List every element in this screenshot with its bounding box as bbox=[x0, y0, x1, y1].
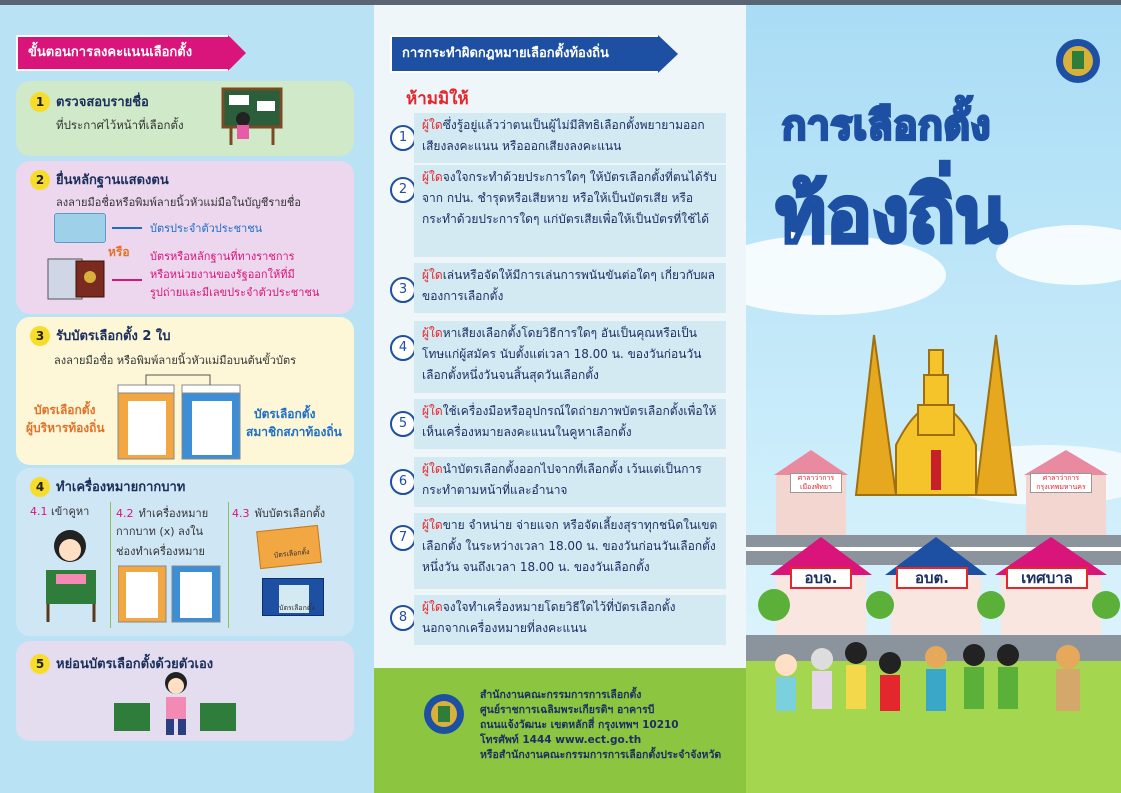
cover-panel bbox=[746, 5, 1121, 793]
contact-footer bbox=[374, 668, 746, 793]
rule-1-who: ผู้ใด bbox=[422, 118, 443, 132]
rule-8-number: 8 bbox=[390, 605, 416, 631]
sao-label: อบต. bbox=[896, 567, 968, 589]
rule-8-who: ผู้ใด bbox=[422, 600, 443, 614]
rule-8-text: จงใจทำเครื่องหมายโดยวิธีใดไว้ที่บัตรเลือกตั้งนอกจากเครื่องหมายที่ลงคะแนน bbox=[422, 600, 676, 635]
rule-1 bbox=[414, 113, 726, 163]
rule-3-who: ผู้ใด bbox=[422, 268, 443, 282]
rule-4-who: ผู้ใด bbox=[422, 326, 443, 340]
rule-2-text: จงใจกระทำด้วยประการใดๆ ให้บัตรเลือกตั้งที่ตนได้รับจาก กปน. ชำรุดหรือเสียหาย หรือให้เป็นบัตรเสีย หรือกระทำด้วยประการใดๆ แก่บัตรเสียเพื่อให้เป็นบัตรที่ใช้ได้ bbox=[422, 170, 717, 226]
alt-doc-line-1: บัตรหรือหลักฐานที่ทางราชการ bbox=[150, 250, 295, 263]
step-5-number: 5 bbox=[30, 654, 50, 674]
rule-6-text: นำบัตรเลือกตั้งออกไปจากที่เลือกตั้ง เว้นแต่เป็นการกระทำตามหน้าที่และอำนาจ bbox=[422, 462, 702, 497]
rule-4 bbox=[414, 321, 726, 393]
cover-title-line-1: การเลือกตั้ง bbox=[782, 103, 992, 149]
ballot-illustration bbox=[116, 373, 246, 461]
id-card-arrow bbox=[112, 227, 142, 229]
ect-logo-footer bbox=[422, 692, 466, 744]
left-panel bbox=[0, 5, 374, 793]
local-council-ballot-label-2: สมาชิกสภาท้องถิ่น bbox=[246, 425, 342, 439]
rule-6-who: ผู้ใด bbox=[422, 462, 443, 476]
ballot-box-illustration bbox=[112, 669, 242, 739]
rule-3-text: เล่นหรือจัดให้มีการเล่นการพนันขันต่อใดๆ เกี่ยวกับผลของการเลือกตั้ง bbox=[422, 268, 716, 303]
rule-6 bbox=[414, 457, 726, 507]
step-3-number: 3 bbox=[30, 326, 50, 346]
rule-3-number: 3 bbox=[390, 277, 416, 303]
step-2-title: ยื่นหลักฐานแสดงตน bbox=[56, 173, 169, 188]
footer-line-5: หรือสำนักงานคณะกรรมการการเลือกตั้งประจำจังหวัด bbox=[480, 749, 722, 761]
rule-7-text: ขาย จำหน่าย จ่ายแจก หรือจัดเลี้ยงสุราทุกชนิดในเขตเลือกตั้ง ในระหว่างเวลา 18.00 น. ของวันก่อนวันเลือกตั้งหนึ่งวัน จนถึงเวลา 18.00 น. ของวันเลือกตั้ง bbox=[422, 518, 718, 574]
noticeboard-illustration bbox=[221, 87, 283, 147]
step-5-card bbox=[16, 641, 354, 741]
id-card-label: บัตรประจำตัวประชาชน bbox=[150, 222, 263, 235]
passport-icon bbox=[46, 257, 108, 301]
step-4-1-text: เข้าคูหา bbox=[51, 505, 90, 518]
step-4-3-text: พับบัตรเลือกตั้ง bbox=[254, 507, 326, 520]
local-exec-ballot-label-2: ผู้บริหารท้องถิ่น bbox=[26, 421, 105, 435]
rule-7 bbox=[414, 513, 726, 589]
cover-title-line-2: ท้องถิ่น bbox=[776, 170, 1007, 259]
rule-1-number: 1 bbox=[390, 125, 416, 151]
rule-7-who: ผู้ใด bbox=[422, 518, 443, 532]
step-5-title: หย่อนบัตรเลือกตั้งด้วยตัวเอง bbox=[56, 657, 214, 672]
id-card-icon bbox=[54, 213, 106, 243]
folded-ballot-orange-label: บัตรเลือกตั้ง bbox=[273, 547, 310, 560]
step-2-card bbox=[16, 161, 354, 314]
steps-banner-label: ขั้นตอนการลงคะแนนเลือกตั้ง bbox=[16, 35, 230, 71]
rule-2-who: ผู้ใด bbox=[422, 170, 443, 184]
step-3-title: รับบัตรเลือกตั้ง 2 ใบ bbox=[56, 329, 171, 344]
ect-logo bbox=[1052, 35, 1104, 91]
local-council-ballot-label-1: บัตรเลือกตั้ง bbox=[254, 407, 316, 421]
municipality-label: เทศบาล bbox=[1006, 567, 1088, 589]
pattaya-city-hall-sign: ศาลาว่าการ เมืองพัทยา bbox=[790, 473, 842, 493]
pao-label: อบจ. bbox=[790, 567, 852, 589]
step-4-title: ทำเครื่องหมายกากบาท bbox=[56, 480, 186, 495]
folded-ballot-orange bbox=[256, 525, 322, 569]
step-3-card bbox=[16, 317, 354, 465]
steps-banner bbox=[16, 35, 248, 71]
footer-line-4: โทรศัพท์ 1444 www.ect.go.th bbox=[480, 734, 642, 746]
violations-banner bbox=[390, 35, 680, 73]
alt-doc-line-3: รูปถ่ายและมีเลขประจำตัวประชาชน bbox=[150, 286, 320, 299]
step-4-2-text-1: ทำเครื่องหมาย bbox=[138, 507, 209, 520]
forbid-heading: ห้ามมิให้ bbox=[406, 89, 469, 109]
step-4-1-number: 4.1 bbox=[30, 505, 48, 518]
alt-doc-arrow bbox=[112, 279, 142, 281]
marked-ballots-illustration bbox=[118, 564, 222, 624]
rule-5-text: ใช้เครื่องมือหรืออุปกรณ์ใดถ่ายภาพบัตรเลือกตั้งเพื่อให้เห็นเครื่องหมายลงคะแนนในคูหาเลือกตั้ง bbox=[422, 404, 717, 439]
step-4-2-number: 4.2 bbox=[116, 507, 134, 520]
step-1-text: ที่ประกาศไว้หน้าที่เลือกตั้ง bbox=[56, 118, 184, 132]
middle-panel bbox=[374, 5, 746, 668]
or-label: หรือ bbox=[108, 245, 130, 259]
rule-3 bbox=[414, 263, 726, 313]
footer-line-2: ศูนย์ราชการเฉลิมพระเกียรติฯ อาคารบี bbox=[480, 704, 655, 716]
step-1-card bbox=[16, 81, 354, 156]
step-4-divider-1 bbox=[110, 502, 111, 628]
step-4-2-text-3: ช่องทำเครื่องหมาย bbox=[116, 545, 205, 558]
alt-doc-line-2: หรือหน่วยงานของรัฐออกให้ที่มี bbox=[150, 268, 295, 281]
rule-5-who: ผู้ใด bbox=[422, 404, 443, 418]
bangkok-city-hall-sign: ศาลาว่าการ กรุงเทพมหานคร bbox=[1030, 473, 1092, 493]
rule-7-number: 7 bbox=[390, 525, 416, 551]
footer-line-3: ถนนแจ้งวัฒนะ เขตหลักสี่ กรุงเทพฯ 10210 bbox=[480, 719, 679, 731]
rule-2 bbox=[414, 165, 726, 257]
step-1-title: ตรวจสอบรายชื่อ bbox=[56, 95, 149, 110]
folded-ballot-blue-label: บัตรเลือกตั้ง bbox=[279, 604, 315, 612]
rule-5 bbox=[414, 399, 726, 449]
step-4-number: 4 bbox=[30, 477, 50, 497]
rule-6-number: 6 bbox=[390, 469, 416, 495]
violations-banner-label: การกระทำผิดกฎหมายเลือกตั้งท้องถิ่น bbox=[390, 35, 660, 73]
folded-ballot-blue bbox=[262, 578, 324, 616]
local-exec-ballot-label-1: บัตรเลือกตั้ง bbox=[34, 403, 96, 417]
footer-line-1: สำนักงานคณะกรรมการการเลือกตั้ง bbox=[480, 689, 642, 701]
rule-4-number: 4 bbox=[390, 335, 416, 361]
step-2-text: ลงลายมือชื่อหรือพิมพ์ลายนิ้วหัวแม่มือในบัญชีรายชื่อ bbox=[56, 196, 301, 209]
rule-1-text: ซึ่งรู้อยู่แล้วว่าตนเป็นผู้ไม่มีสิทธิเลือกตั้งพยายามออกเสียงลงคะแนน หรือออกเสียงลงคะแนน bbox=[422, 118, 705, 153]
step-3-text: ลงลายมือชื่อ หรือพิมพ์ลายนิ้วหัวแม่มือบนต้นขั้วบัตร bbox=[54, 354, 296, 367]
rule-8 bbox=[414, 595, 726, 645]
voting-booth-illustration bbox=[38, 524, 102, 624]
step-4-2-text-2: กากบาท (x) ลงใน bbox=[116, 525, 203, 538]
step-4-card bbox=[16, 468, 354, 636]
step-1-number: 1 bbox=[30, 92, 50, 112]
step-2-number: 2 bbox=[30, 170, 50, 190]
step-4-3-number: 4.3 bbox=[232, 507, 250, 520]
rule-2-number: 2 bbox=[390, 177, 416, 203]
rule-4-text: หาเสียงเลือกตั้งโดยวิธีการใดๆ อันเป็นคุณหรือเป็นโทษแก่ผู้สมัคร นับตั้งแต่เวลา 18.00 น. ของวันก่อนวันเลือกตั้งหนึ่งวันจนสิ้นสุดวันเลือกตั้ง bbox=[422, 326, 702, 382]
rule-5-number: 5 bbox=[390, 411, 416, 437]
step-4-divider-2 bbox=[228, 502, 229, 628]
